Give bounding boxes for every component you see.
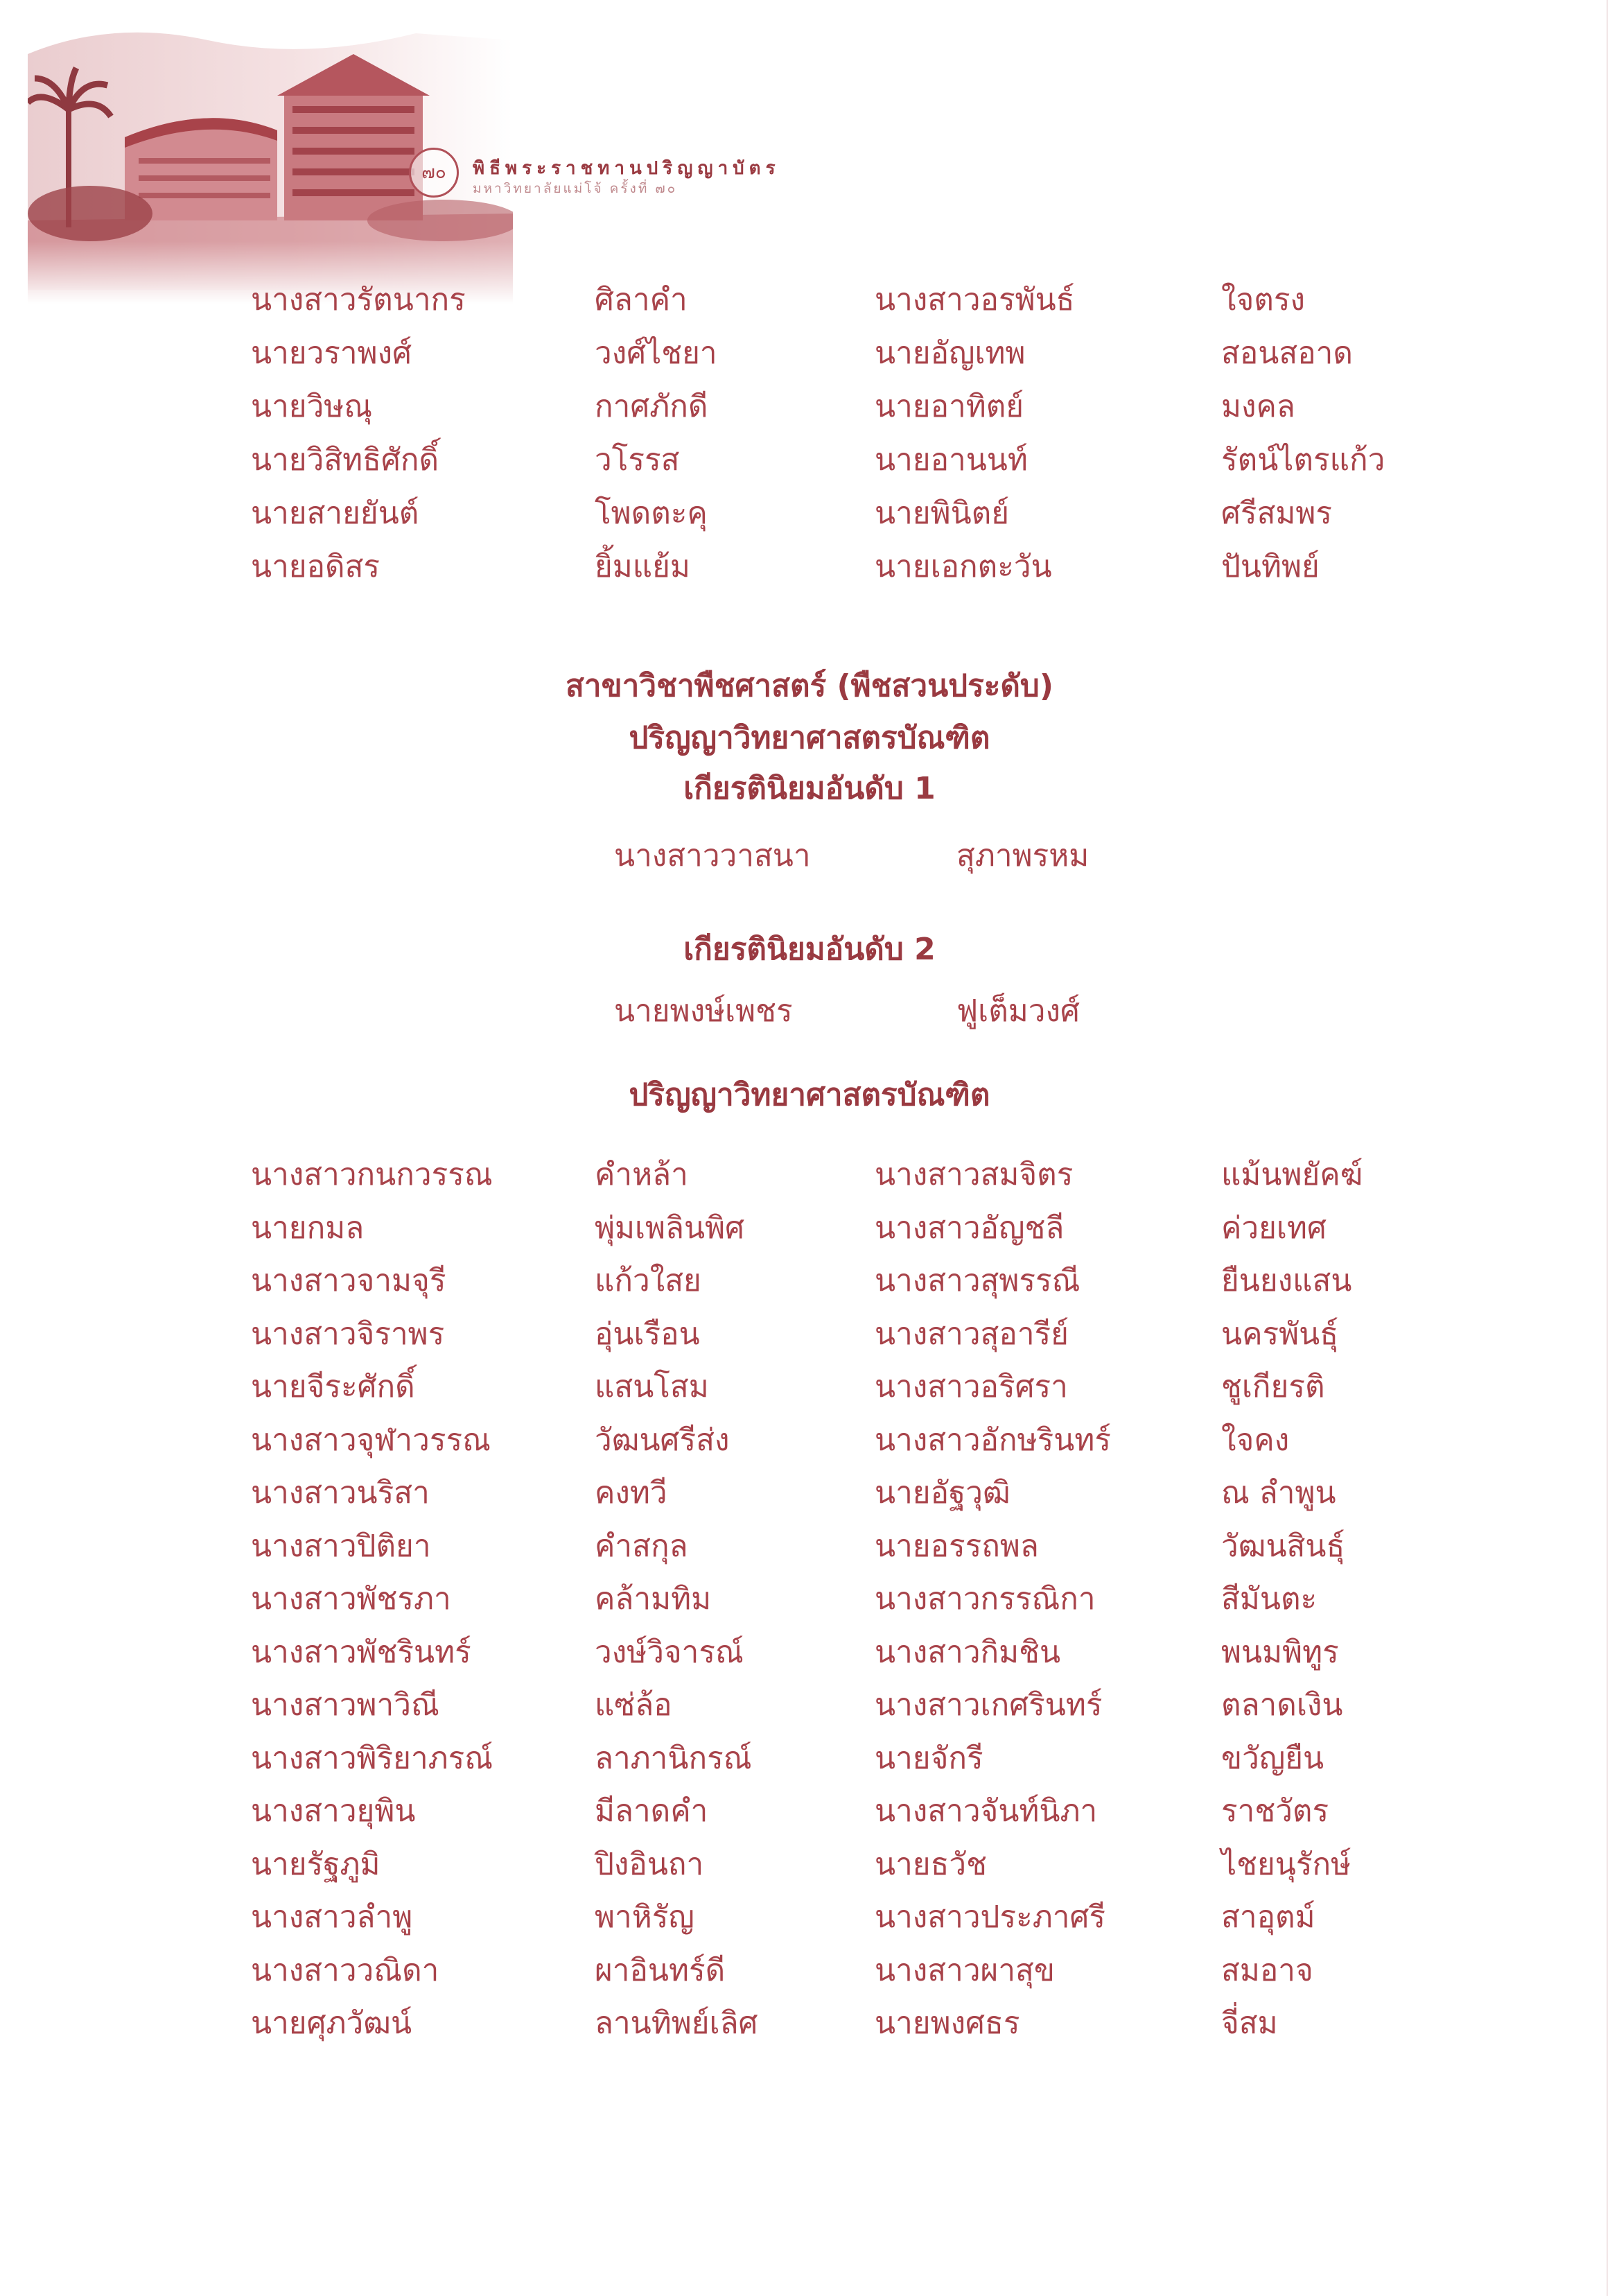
regular-degree-heading: ปริญญาวิทยาศาสตรบัณฑิต bbox=[629, 1077, 990, 1113]
degree-heading: ปริญญาวิทยาศาสตรบัณฑิต bbox=[629, 720, 990, 756]
graduate-surname: นครพันธุ์ bbox=[1221, 1316, 1339, 1352]
graduate-surname: วัฒนศรีส่ง bbox=[595, 1422, 730, 1458]
graduate-given-name: นางสาวอัญชลี bbox=[875, 1210, 1065, 1246]
graduate-surname: คล้ามทิม bbox=[595, 1581, 712, 1617]
graduate-surname: แก้วใสย bbox=[595, 1263, 701, 1298]
major-heading: สาขาวิชาพืชศาสตร์ (พืชสวนประดับ) bbox=[566, 668, 1053, 704]
honors2-surname: ฟูเต็มวงศ์ bbox=[956, 993, 1080, 1029]
graduate-given-name: นางสาวพัชรภา bbox=[251, 1581, 451, 1617]
graduate-surname: รัตน์ไตรแก้ว bbox=[1221, 442, 1385, 478]
honors1-row bbox=[0, 832, 1619, 880]
graduate-given-name: นายจีระศักดิ์ bbox=[251, 1369, 415, 1404]
list-row bbox=[0, 1363, 1619, 1411]
list-row bbox=[0, 1575, 1619, 1624]
graduate-given-name: นางสาวกรรณิกา bbox=[875, 1581, 1096, 1617]
graduate-given-name: นางสาวปิติยา bbox=[251, 1528, 431, 1564]
graduate-surname: ปิงอินถา bbox=[595, 1846, 704, 1882]
list-row bbox=[0, 1628, 1619, 1677]
graduate-surname: โพดตะคุ bbox=[595, 496, 708, 531]
graduate-given-name: นายรัฐภูมิ bbox=[251, 1846, 380, 1882]
list-row bbox=[0, 489, 1619, 538]
graduate-surname: ยืนยงแสน bbox=[1221, 1263, 1352, 1298]
graduate-surname: ณ ลำพูน bbox=[1221, 1475, 1336, 1511]
graduate-surname: วัฒนสินธุ์ bbox=[1221, 1528, 1345, 1564]
list-row bbox=[0, 276, 1619, 324]
honors2-row bbox=[0, 987, 1619, 1036]
list-row bbox=[0, 1787, 1619, 1836]
honors1-given-name: นางสาววาสนา bbox=[614, 838, 811, 873]
list-row bbox=[0, 1947, 1619, 1995]
list-row bbox=[0, 543, 1619, 591]
graduate-surname: ไชยนุรักษ์ bbox=[1221, 1846, 1351, 1882]
graduate-surname: กาศภักดี bbox=[595, 389, 708, 424]
list-row bbox=[0, 1310, 1619, 1359]
honors2-given-name: นายพงษ์เพชร bbox=[614, 993, 793, 1029]
graduate-given-name: นายวิษณุ bbox=[251, 389, 373, 424]
graduate-given-name: นายอรรถพล bbox=[875, 1528, 1039, 1564]
graduate-given-name: นางสาวพัชรินทร์ bbox=[251, 1634, 471, 1670]
graduate-surname: สีมันตะ bbox=[1221, 1581, 1318, 1617]
graduate-given-name: นายวราพงศ์ bbox=[251, 336, 412, 371]
graduate-surname: สมอาจ bbox=[1221, 1952, 1313, 1988]
list-row bbox=[0, 329, 1619, 378]
graduate-given-name: นางสาวประภาศรี bbox=[875, 1899, 1106, 1935]
graduate-surname: ยิ้มแย้ม bbox=[595, 549, 690, 584]
graduate-given-name: นางสาวยุพิน bbox=[251, 1793, 416, 1829]
graduate-given-name: นายพินิตย์ bbox=[875, 496, 1010, 531]
ceremony-title: พิธีพระราชทานปริญญาบัตร bbox=[473, 158, 780, 179]
graduate-given-name: นายกมล bbox=[251, 1210, 365, 1246]
graduate-surname: พุ่มเพลินพิศ bbox=[595, 1210, 745, 1246]
graduate-given-name: นายพงศธร bbox=[875, 2006, 1020, 2041]
graduate-surname: คงทวี bbox=[595, 1475, 667, 1511]
graduate-surname: จี่สม bbox=[1221, 2006, 1278, 2041]
graduate-surname: มงคล bbox=[1221, 389, 1295, 424]
graduate-surname: คำสกุล bbox=[595, 1528, 688, 1564]
graduate-given-name: นางสาวจุฬาวรรณ bbox=[251, 1422, 491, 1458]
list-row bbox=[0, 1469, 1619, 1517]
list-row bbox=[0, 1204, 1619, 1253]
list-row bbox=[0, 1734, 1619, 1783]
graduate-surname: สอนสอาด bbox=[1221, 336, 1353, 371]
graduate-given-name: นายเอกตะวัน bbox=[875, 549, 1052, 584]
list-row bbox=[0, 1841, 1619, 1889]
graduate-given-name: นางสาวรัตนากร bbox=[251, 282, 466, 318]
graduate-given-name: นางสาวกิมชิน bbox=[875, 1634, 1061, 1670]
graduate-surname: คำหล้า bbox=[595, 1157, 688, 1192]
graduate-surname: ใจตรง bbox=[1221, 282, 1305, 318]
graduate-given-name: นายจักรี bbox=[875, 1740, 983, 1776]
graduate-surname: วงษ์วิจารณ์ bbox=[595, 1634, 744, 1670]
graduate-surname: สาอุตม์ bbox=[1221, 1899, 1315, 1935]
graduate-surname: พาหิรัญ bbox=[595, 1899, 694, 1935]
graduate-given-name: นางสาวอริศรา bbox=[875, 1369, 1068, 1404]
honors2-heading: เกียรตินิยมอันดับ 2 bbox=[683, 932, 936, 967]
graduate-given-name: นางสาวเกศรินทร์ bbox=[875, 1687, 1103, 1723]
graduate-surname: แซ่ล้อ bbox=[595, 1687, 672, 1723]
graduate-given-name: นางสาวจันท์นิภา bbox=[875, 1793, 1098, 1829]
graduate-surname: ค่วยเทศ bbox=[1221, 1210, 1327, 1246]
graduate-surname: ศิลาคำ bbox=[595, 282, 688, 318]
graduate-surname: ลานทิพย์เลิศ bbox=[595, 2006, 758, 2041]
graduate-surname: ปันทิพย์ bbox=[1221, 549, 1320, 584]
graduate-given-name: นายอานนท์ bbox=[875, 442, 1028, 478]
graduate-surname: ศรีสมพร bbox=[1221, 496, 1333, 531]
graduate-surname: ผาอินทร์ดี bbox=[595, 1952, 726, 1988]
graduate-given-name: นางสาววณิดา bbox=[251, 1952, 439, 1988]
list-row bbox=[0, 1999, 1619, 2048]
graduate-given-name: นางสาวกนกวรรณ bbox=[251, 1157, 493, 1192]
list-row bbox=[0, 1416, 1619, 1465]
graduate-given-name: นางสาวสุพรรณี bbox=[875, 1263, 1080, 1298]
honors1-surname: สุภาพรหม bbox=[956, 838, 1089, 873]
graduate-given-name: นางสาวพาวิณี bbox=[251, 1687, 439, 1723]
graduate-given-name: นายธวัช bbox=[875, 1846, 987, 1882]
list-row bbox=[0, 1257, 1619, 1305]
graduate-given-name: นางสาวลำพู bbox=[251, 1899, 413, 1935]
graduate-given-name: นางสาวผาสุข bbox=[875, 1952, 1055, 1988]
graduate-given-name: นายวิสิทธิศักดิ์ bbox=[251, 442, 439, 478]
list-row bbox=[0, 1681, 1619, 1730]
graduate-surname: ขวัญยืน bbox=[1221, 1740, 1324, 1776]
ceremony-subtitle: มหาวิทยาลัยแม่โจ้ ครั้งที่ ๗๐ bbox=[473, 181, 678, 196]
list-row bbox=[0, 1893, 1619, 1942]
graduate-surname: ชูเกียรติ bbox=[1221, 1369, 1325, 1404]
anniversary-seal: ๗๐ bbox=[409, 148, 459, 198]
graduate-given-name: นายอาทิตย์ bbox=[875, 389, 1024, 424]
graduate-surname: แสนโสม bbox=[595, 1369, 709, 1404]
graduate-given-name: นางสาวอรพันธ์ bbox=[875, 282, 1075, 318]
graduate-given-name: นางสาวพิริยาภรณ์ bbox=[251, 1740, 493, 1776]
graduate-given-name: นางสาวสมจิตร bbox=[875, 1157, 1074, 1192]
graduate-surname: ราชวัตร bbox=[1221, 1793, 1329, 1829]
graduate-surname: แม้นพยัคฆ์ bbox=[1221, 1157, 1363, 1192]
list-row bbox=[0, 1151, 1619, 1199]
graduate-given-name: นางสาวสุอารีย์ bbox=[875, 1316, 1069, 1352]
graduate-surname: วโรรส bbox=[595, 442, 680, 478]
graduate-surname: วงศ์ไชยา bbox=[595, 336, 717, 371]
list-row bbox=[0, 383, 1619, 431]
list-row bbox=[0, 1522, 1619, 1571]
graduate-surname: ตลาดเงิน bbox=[1221, 1687, 1343, 1723]
graduate-given-name: นางสาวจามจุรี bbox=[251, 1263, 446, 1298]
graduate-given-name: นางสาวจิราพร bbox=[251, 1316, 445, 1352]
graduate-given-name: นายสายยันต์ bbox=[251, 496, 419, 531]
graduate-given-name: นางสาวนริสา bbox=[251, 1475, 430, 1511]
graduate-surname: มีลาดคำ bbox=[595, 1793, 708, 1829]
graduate-given-name: นายศุภวัฒน์ bbox=[251, 2006, 412, 2041]
graduate-surname: อุ่นเรือน bbox=[595, 1316, 700, 1352]
graduate-given-name: นายอดิสร bbox=[251, 549, 380, 584]
graduate-given-name: นายอัฐวุฒิ bbox=[875, 1475, 1010, 1511]
graduate-surname: ใจคง bbox=[1221, 1422, 1290, 1458]
graduate-given-name: นางสาวอักษรินทร์ bbox=[875, 1422, 1111, 1458]
list-row bbox=[0, 436, 1619, 485]
honors1-heading: เกียรตินิยมอันดับ 1 bbox=[683, 771, 936, 806]
graduate-surname: พนมพิทูร bbox=[1221, 1634, 1339, 1670]
graduate-given-name: นายอัญเทพ bbox=[875, 336, 1026, 371]
graduate-surname: ลาภานิกรณ์ bbox=[595, 1740, 752, 1776]
